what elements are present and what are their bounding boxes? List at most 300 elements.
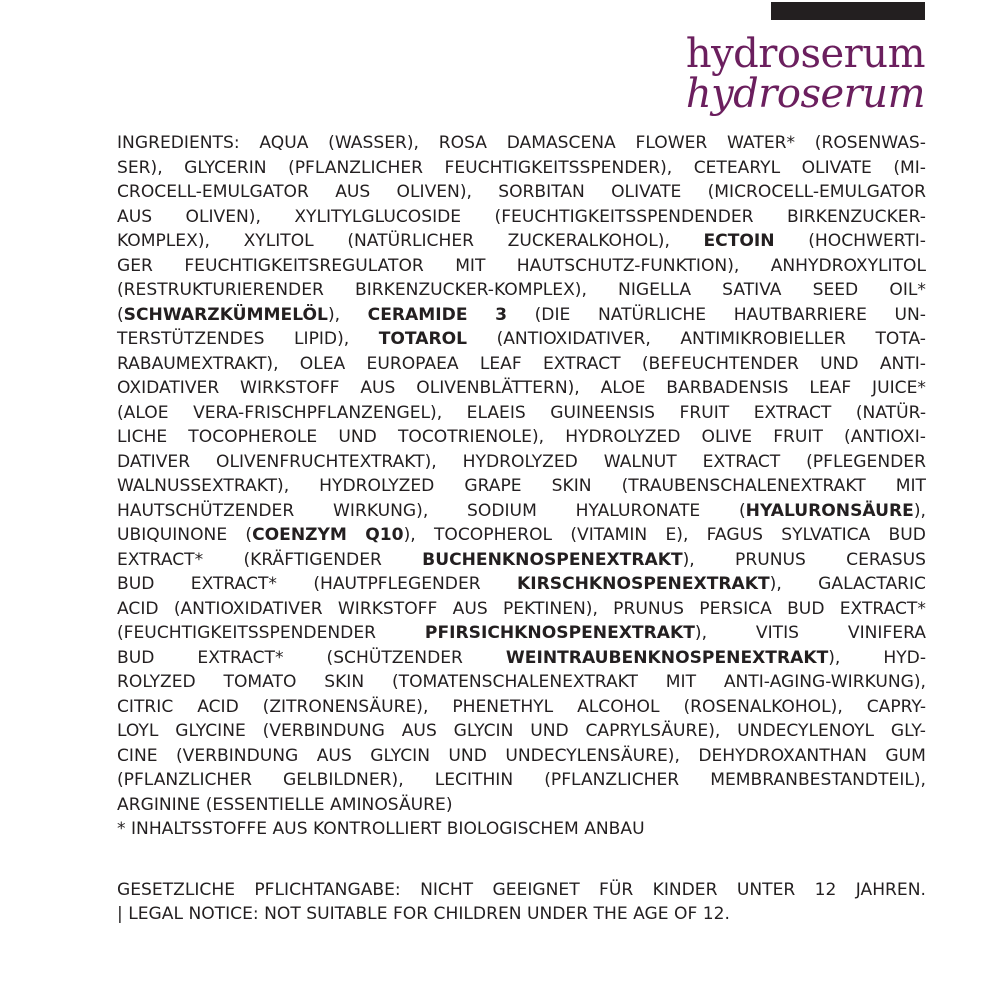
text-fragment: EXTRACT [702,451,781,472]
word [117,670,196,695]
word [224,670,297,695]
word [856,878,926,903]
word [452,695,553,720]
word [815,131,926,156]
word [117,229,210,254]
word [463,450,578,475]
text-fragment: XYLITYLGLUCOSIDE [294,206,462,227]
word [313,572,480,597]
word [244,229,314,254]
ingredients_lines-line [117,719,926,744]
word [773,425,823,450]
text-fragment: UND [448,745,487,766]
text-fragment: (ALOE [117,402,169,423]
text-fragment: DATIVER [117,451,191,472]
text-fragment: (HOCHWERTI- [808,231,926,251]
word [694,156,780,181]
word [397,180,472,205]
text-fragment: GUINEENSIS [550,402,655,423]
text-fragment: OLIVATE [801,157,872,178]
word [416,376,579,401]
ingredients_lines-line [117,278,926,303]
word [365,523,415,548]
text-fragment: ACID [117,598,159,619]
word [131,817,267,842]
word [543,352,621,377]
text-fragment: (BEFEUCHTENDER [641,353,799,374]
word [379,327,467,352]
word [445,156,673,181]
text-fragment: LECITHIN [434,770,514,790]
word [642,352,799,377]
word [117,303,340,328]
ingredients_lines-line [117,376,926,401]
word [737,719,874,744]
word [601,376,646,401]
highlighted-ingredient: SCHWARZKÜMMELÖL [123,304,328,325]
product-title-block [685,31,925,117]
ingredients_lines-line [117,744,926,769]
text-fragment: HYDROLYZED [462,451,578,472]
text-fragment: BIRKENZUCKER- [786,206,926,227]
text-fragment: OLIVENBLÄTTERN), [416,378,580,398]
word [497,327,651,352]
ingredients_lines-line [117,352,926,377]
text-fragment: ( [245,525,253,545]
word [176,744,298,769]
word [330,793,452,818]
text-fragment: BUD [787,598,825,619]
ingredients-list [117,131,926,842]
text-fragment: UNDER [526,904,589,924]
text-fragment: (ANTIOXIDATIVER [173,598,323,619]
legal_lines-line [117,878,926,903]
text-fragment: OLIVE [701,427,753,447]
word [117,744,158,769]
word [495,205,754,230]
word [636,131,708,156]
word [306,902,387,927]
text-fragment: GLYCERIN [184,157,267,178]
word [467,401,526,426]
text-fragment: ANTI-AGING-WIRKUNG), [723,672,926,692]
word [263,719,385,744]
word [117,376,219,401]
word [264,902,301,927]
highlighted-ingredient: Q10 [365,525,404,545]
ingredients_lines-line [117,229,926,254]
word [117,425,167,450]
word [875,327,926,352]
text-fragment: EXTRACT* [190,574,277,594]
text-fragment: (DIE [534,304,571,325]
word [398,425,544,450]
word [552,474,592,499]
ingredients_lines-line [117,695,926,720]
text-fragment: SKIN [324,672,365,692]
word [197,646,283,671]
text-fragment: (NATÜRLICHER [347,231,475,251]
text-fragment: AUS [117,206,153,227]
word [117,352,279,377]
ingredients_lines-line [117,327,926,352]
word [844,425,926,450]
text-fragment: LICHE [117,427,168,447]
text-fragment: CHILDREN [433,904,522,924]
text-fragment: CROCELL-EMULGATOR [117,182,309,202]
word [813,278,859,303]
ingredients_lines-line [117,131,926,156]
text-fragment: 12 [814,879,837,900]
text-fragment: GELBILDNER), [283,770,404,790]
top-decorative-bar [771,2,925,20]
text-fragment: XYLITOL [243,231,314,251]
text-fragment: (VERBINDUNG [176,745,299,766]
text-fragment: GLYCIN [453,721,514,741]
text-fragment: 12. [702,904,730,924]
text-fragment: BUD [117,647,155,668]
text-fragment: UND [820,353,859,374]
word [598,303,706,328]
text-fragment: ROSA [438,133,487,153]
word [454,719,514,744]
text-fragment: DAMASCENA [506,133,616,153]
ingredients_lines-line [117,156,926,181]
word [872,376,926,401]
text-fragment: EXTRACT [542,353,621,374]
text-fragment: ACID [197,696,239,717]
highlighted-ingredient: TOTAROL [378,329,468,349]
text-fragment: HAUTSCHÜTZENDER [117,500,295,521]
text-fragment: BUD [117,574,155,594]
text-fragment: (VITAMIN [570,525,648,545]
ingredients_lines-line [117,523,926,548]
text-fragment: SYLVATICA [781,525,871,545]
word [117,597,159,622]
word [815,878,837,903]
word [240,376,339,401]
text-fragment: LEAF [479,353,522,374]
word [666,670,696,695]
text-fragment: FEUCHTIGKEITSSPENDER), [444,157,673,178]
text-fragment: UNDECYLENOYL [737,721,875,741]
text-fragment: UBIQUINONE [117,525,228,545]
text-fragment: (PFLANZLICHER [544,770,680,790]
text-fragment: BUD [888,525,926,545]
text-fragment: LEAF [809,378,852,398]
text-fragment: SORBITAN [498,182,585,202]
text-fragment: ALOE [600,378,646,398]
word [895,303,926,328]
text-fragment: TOTA- [875,329,926,349]
text-fragment: (FEUCHTIGKEITSSPENDENDER [494,206,754,227]
text-fragment: WIRKSTOFF [240,378,340,398]
word [324,670,364,695]
text-fragment: VINIFERA [847,623,926,643]
word [517,254,740,279]
word [503,597,598,622]
word [492,878,579,903]
text-fragment: WATER* [727,133,796,153]
highlighted-ingredient: 3 [495,304,508,325]
highlighted-ingredient: PFIRSICHKNOSPENEXTRAKT [424,623,695,643]
text-fragment: (PFLEGENDER [806,451,926,472]
word [756,621,799,646]
word [665,523,688,548]
highlighted-ingredient: WEINTRAUBENKNOSPENEXTRAKT [505,647,829,668]
word [420,878,473,903]
text-fragment: GEEIGNET [492,879,580,900]
text-fragment: HAUTBARRIERE [733,304,867,325]
text-fragment: ), [913,500,926,521]
word [527,902,588,927]
text-fragment: (TRAUBENSCHALENEXTRAKT [621,476,866,496]
word [702,425,753,450]
word [184,254,424,279]
word [402,719,437,744]
text-fragment: NATÜRLICHE [597,304,707,325]
text-fragment: GLY- [890,721,926,741]
word [599,878,633,903]
word [703,450,781,475]
text-fragment: LOYL [117,721,159,741]
text-fragment: (ANTIOXI- [844,427,926,447]
text-fragment: (ROSENALKOHOL), [683,696,843,717]
ingredients_lines-line [117,254,926,279]
word [434,523,552,548]
word [480,352,522,377]
word [117,621,376,646]
text-fragment: GALACTARIC [818,574,926,594]
word [704,229,775,254]
word [117,254,153,279]
text-fragment: PEKTINEN), [502,598,598,619]
text-fragment: EXTRACT [753,402,832,423]
text-fragment: HYD- [883,647,926,668]
word [254,878,400,903]
text-fragment: CAPRY- [866,696,926,717]
word [319,474,434,499]
word [175,719,246,744]
word [439,131,487,156]
text-fragment: SEED [812,280,859,300]
word [771,254,926,279]
word [699,597,772,622]
text-fragment: WALNUT [603,451,677,472]
word [535,303,571,328]
text-fragment: BIOLOGISCHEM [446,819,579,839]
text-fragment: GLYCINE [175,721,246,741]
word [618,278,691,303]
ingredients_lines-line [117,401,926,426]
product-title: hydroserum [685,31,925,77]
word [622,474,866,499]
word [188,902,258,927]
text-fragment: (TOMATENSCHALENEXTRAKT [391,672,638,692]
word [117,817,126,842]
text-fragment: FAGUS [706,525,763,545]
word [737,878,795,903]
highlighted-ingredient: BUCHENKNOSPENEXTRAKT [422,549,683,570]
text-fragment: ), [694,623,708,643]
text-fragment: NOT [264,904,301,924]
text-fragment: DEHYDROXANTHAN [698,745,867,766]
word [722,278,781,303]
text-fragment: LIPID), [294,329,350,349]
text-fragment: OLIVEN), [396,182,472,202]
text-fragment: (HAUTPFLEGENDER [313,574,481,594]
text-fragment: ANTIMIKROBIELLER [680,329,846,349]
word [117,205,152,230]
word [577,695,659,720]
text-fragment: JUICE* [872,378,926,398]
text-fragment: KINDER [652,879,718,900]
word [710,768,926,793]
word [259,131,308,156]
word [117,450,190,475]
legal_lines-line [117,902,926,927]
text-fragment: TERSTÜTZENDES [117,329,265,349]
text-fragment: SER), [117,157,163,178]
highlighted-ingredient: ECTOIN [703,231,775,251]
word [338,425,376,450]
word [117,180,309,205]
text-fragment: ROLYZED [117,672,196,692]
text-fragment: AUS [360,378,396,398]
word [117,572,154,597]
text-fragment: CITRIC [117,696,174,717]
word [188,425,317,450]
text-fragment: HYDROLYZED [565,427,681,447]
word [818,572,926,597]
text-fragment: UNDECYLENSÄURE), [505,745,680,766]
text-fragment: INGREDIENTS: [117,133,240,153]
text-fragment: LEGAL [128,904,183,924]
word [117,878,235,903]
word [633,902,668,927]
text-fragment: THE [593,904,628,924]
word [360,376,395,401]
text-fragment: WIRKSTOFF [337,598,438,619]
word [613,597,684,622]
word [117,695,173,720]
text-fragment: AUS [335,182,371,202]
word [787,597,824,622]
word [338,597,437,622]
word [117,523,227,548]
ingredients_lines-line [117,303,926,328]
word [889,523,926,548]
legal-notice [117,878,926,927]
text-fragment: OLIVATE [611,182,682,202]
text-fragment: EXTRACT* [197,647,284,668]
word [611,180,681,205]
word [885,744,926,769]
word [734,303,867,328]
text-fragment: WALNUSSEXTRAKT), [117,476,290,496]
product-title-italic: hydroserum [685,71,925,117]
text-fragment: ( [739,500,746,521]
word [724,670,926,695]
word [263,695,429,720]
word [680,401,730,426]
word [117,131,240,156]
word [840,597,926,622]
word [754,401,832,426]
text-fragment: HYALURONATE [575,500,701,521]
word [896,474,926,499]
paragraph-spacer [117,842,926,878]
highlighted-ingredient: COENZYM [252,525,347,545]
word [787,205,926,230]
text-fragment: (NATÜR- [855,402,926,423]
word [698,744,867,769]
word [174,597,323,622]
text-fragment: MIT [455,255,486,276]
word [464,474,521,499]
text-fragment: SATIVA [722,280,782,300]
word [317,744,352,769]
word [703,902,730,927]
text-fragment: (ESSENTIELLE [205,794,325,815]
word [604,450,677,475]
word [294,327,349,352]
word [435,768,513,793]
text-fragment: (PFLANZLICHER [117,770,252,790]
text-fragment: PERSICA [699,598,772,619]
text-fragment: PHENETHYL [452,696,554,717]
word [313,817,441,842]
text-fragment: TOCOPHEROL [433,525,553,545]
word [889,278,926,303]
word [288,156,423,181]
text-fragment: CAPRYLSÄURE), [585,721,721,741]
text-fragment: ), [682,549,695,570]
ingredients_lines-line [117,817,926,842]
ingredients_lines-line [117,621,926,646]
text-fragment: (MICROCELL-EMULGATOR [707,182,926,202]
word [880,352,926,377]
text-fragment: PRUNUS [613,598,685,619]
text-fragment: FEUCHTIGKEITSREGULATOR [184,255,424,276]
text-fragment: FOR [392,904,429,924]
word [708,180,926,205]
text-fragment: OLIVEN), [185,206,261,227]
text-fragment: ), [327,304,341,325]
ingredients_lines-line [117,670,926,695]
text-fragment: (MI- [893,157,926,178]
word [585,719,720,744]
ingredients_lines-line [117,474,926,499]
word [495,303,507,328]
text-fragment: MEMBRANBESTANDTEIL), [710,770,926,790]
text-fragment: (VERBINDUNG [262,721,385,741]
text-fragment: OIL* [889,280,926,300]
word [434,902,522,927]
text-fragment: AUS [272,819,308,839]
text-fragment: KOMPLEX), [117,231,210,251]
word [707,523,763,548]
text-fragment: AUS [316,745,352,766]
word [498,180,585,205]
text-fragment: HAUTSCHUTZ-FUNKTION), [516,255,740,276]
text-fragment: SKIN [551,476,592,496]
word [820,352,858,377]
text-fragment: (KRÄFTIGENDER [243,549,382,570]
ingredients_lines-line [117,425,926,450]
text-fragment: (WASSER), [328,133,419,153]
text-fragment: GUM [885,745,926,766]
